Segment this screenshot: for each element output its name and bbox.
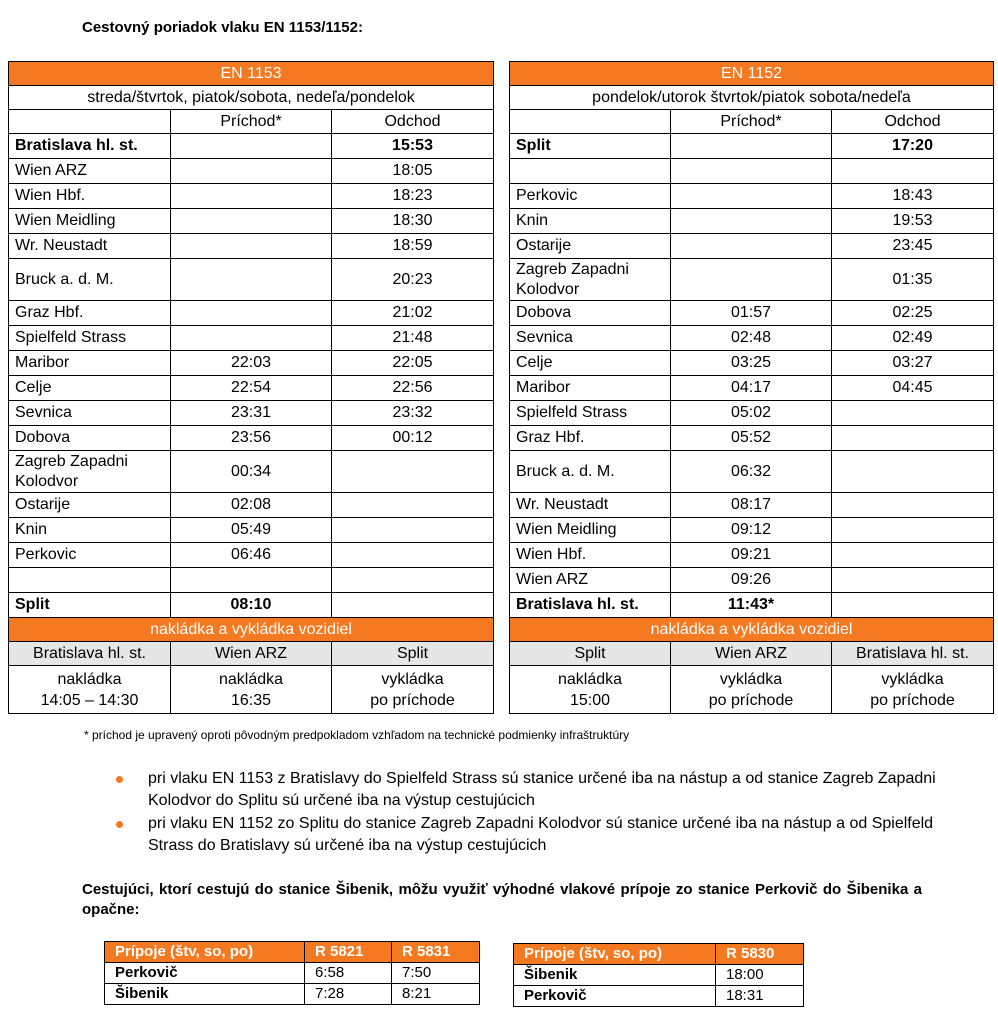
station-cell: Graz Hbf. bbox=[9, 301, 171, 326]
timetable-en1152 bbox=[509, 61, 994, 714]
arrival-cell bbox=[671, 209, 832, 234]
arrival-cell bbox=[171, 184, 332, 209]
time-cell: 6:58 bbox=[305, 963, 392, 984]
departure-cell bbox=[332, 518, 494, 543]
column-header-row bbox=[9, 110, 494, 134]
station-cell bbox=[510, 159, 671, 184]
departure-cell bbox=[332, 593, 494, 618]
arrival-cell bbox=[171, 209, 332, 234]
loading-time bbox=[832, 666, 994, 714]
station-cell: Bratislava hl. st. bbox=[510, 593, 671, 618]
table-row bbox=[105, 963, 480, 984]
station-cell: Celje bbox=[9, 376, 171, 401]
departure-cell: 21:02 bbox=[332, 301, 494, 326]
departure-cell: 02:25 bbox=[832, 301, 994, 326]
departure-cell bbox=[832, 451, 994, 493]
station-cell: Wien Hbf. bbox=[9, 184, 171, 209]
train-number: EN 1153 bbox=[9, 62, 494, 86]
column-header: R 5821 bbox=[305, 942, 392, 963]
loading-action: vykládka bbox=[381, 670, 444, 688]
station-cell: Graz Hbf. bbox=[510, 426, 671, 451]
list-item bbox=[110, 813, 950, 857]
station-cell: Perkovic bbox=[9, 543, 171, 568]
departure-cell: 17:20 bbox=[832, 134, 994, 159]
departure-cell: 19:53 bbox=[832, 209, 994, 234]
loading-time bbox=[171, 666, 332, 714]
station-cell: Celje bbox=[510, 351, 671, 376]
connections-table-sibenik-perkovic bbox=[513, 943, 804, 1007]
column-header: Prípoje (štv, so, po) bbox=[105, 942, 305, 963]
arrival-cell bbox=[671, 159, 832, 184]
connections-paragraph: Cestujúci, ktorí cestujú do stanice Šibenik, môžu využiť výhodné vlakové prípoje zo stanice Perkovič do Šibenika a opačne: bbox=[82, 881, 922, 918]
departure-cell bbox=[332, 543, 494, 568]
train-number: EN 1152 bbox=[510, 62, 994, 86]
loading-stations-row bbox=[9, 642, 494, 666]
time-cell: 7:50 bbox=[392, 963, 480, 984]
table-row bbox=[9, 426, 494, 451]
departure-cell: 18:43 bbox=[832, 184, 994, 209]
arrival-cell: 22:03 bbox=[171, 351, 332, 376]
departure-cell bbox=[332, 493, 494, 518]
loading-action: vykládka bbox=[881, 670, 944, 688]
departure-cell: 18:05 bbox=[332, 159, 494, 184]
loading-when: 16:35 bbox=[230, 691, 272, 709]
loading-header: nakládka a vykládka vozidiel bbox=[9, 618, 494, 642]
arrival-cell bbox=[671, 134, 832, 159]
table-row bbox=[9, 568, 494, 593]
page-title: Cestovný poriadok vlaku EN 1153/1152: bbox=[82, 19, 363, 36]
table-row bbox=[510, 351, 994, 376]
arrival-cell: 00:34 bbox=[171, 451, 332, 493]
table-row bbox=[105, 984, 480, 1005]
notes-list bbox=[110, 768, 950, 858]
loading-action: vykládka bbox=[719, 670, 783, 688]
note-text: pri vlaku EN 1153 z Bratislavy do Spielfeld Strass sú stanice určené iba na nástup a od stanice Zagreb Zapadni Kolodvor do Splitu sú určené iba na výstup cestujúcich bbox=[148, 770, 936, 809]
station-cell: Ostarije bbox=[9, 493, 171, 518]
table-row bbox=[510, 376, 994, 401]
bullet-icon bbox=[116, 776, 123, 783]
station-cell: Bruck a. d. M. bbox=[510, 451, 671, 493]
departure-cell bbox=[332, 568, 494, 593]
arrival-cell: 05:02 bbox=[671, 401, 832, 426]
column-header-departure: Odchod bbox=[832, 110, 994, 134]
loading-time bbox=[9, 666, 171, 714]
table-row bbox=[510, 518, 994, 543]
arrival-cell: 04:17 bbox=[671, 376, 832, 401]
column-header: R 5830 bbox=[716, 944, 804, 965]
arrival-cell: 09:26 bbox=[671, 568, 832, 593]
time-cell: 18:00 bbox=[716, 965, 804, 986]
table-row bbox=[9, 351, 494, 376]
table-row bbox=[9, 376, 494, 401]
loading-when: 15:00 bbox=[569, 691, 611, 709]
table-row bbox=[510, 209, 994, 234]
station-cell: Zagreb Zapadni Kolodvor bbox=[9, 451, 171, 493]
station-cell: Wr. Neustadt bbox=[510, 493, 671, 518]
station-cell: Wien Meidling bbox=[9, 209, 171, 234]
table-row bbox=[510, 301, 994, 326]
table-row bbox=[510, 543, 994, 568]
loading-times-row bbox=[510, 666, 994, 714]
station-cell: Sevnica bbox=[9, 401, 171, 426]
station-cell: Split bbox=[510, 134, 671, 159]
departure-cell bbox=[832, 593, 994, 618]
arrival-cell bbox=[171, 259, 332, 301]
time-cell: 8:21 bbox=[392, 984, 480, 1005]
arrival-cell bbox=[171, 134, 332, 159]
column-header-arrival: Príchod* bbox=[671, 110, 832, 134]
station-cell: Zagreb Zapadni Kolodvor bbox=[510, 259, 671, 301]
table-row bbox=[510, 259, 994, 301]
table-row bbox=[9, 401, 494, 426]
departure-cell bbox=[332, 451, 494, 493]
table-row bbox=[9, 184, 494, 209]
station-cell: Dobova bbox=[9, 426, 171, 451]
station-cell: Wien Meidling bbox=[510, 518, 671, 543]
station-cell: Perkovič bbox=[105, 963, 305, 984]
arrival-cell bbox=[671, 234, 832, 259]
arrival-cell bbox=[171, 301, 332, 326]
station-cell: Perkovic bbox=[510, 184, 671, 209]
loading-time bbox=[671, 666, 832, 714]
departure-cell bbox=[832, 401, 994, 426]
loading-when: po príchode bbox=[708, 691, 794, 709]
departure-cell bbox=[832, 426, 994, 451]
table-row bbox=[514, 986, 804, 1007]
arrival-cell: 11:43* bbox=[671, 593, 832, 618]
departure-cell: 02:49 bbox=[832, 326, 994, 351]
station-cell: Wien Hbf. bbox=[510, 543, 671, 568]
days-row bbox=[9, 86, 494, 110]
arrival-cell bbox=[171, 234, 332, 259]
arrival-cell: 02:08 bbox=[171, 493, 332, 518]
station-cell: Šibenik bbox=[514, 965, 716, 986]
table-row bbox=[510, 593, 994, 618]
arrival-cell: 09:21 bbox=[671, 543, 832, 568]
table-row bbox=[9, 301, 494, 326]
table-row bbox=[510, 426, 994, 451]
departure-cell: 21:48 bbox=[332, 326, 494, 351]
table-row bbox=[9, 326, 494, 351]
table-row bbox=[510, 184, 994, 209]
column-header-station bbox=[510, 110, 671, 134]
column-header-row bbox=[510, 110, 994, 134]
departure-cell: 22:56 bbox=[332, 376, 494, 401]
column-header-station bbox=[9, 110, 171, 134]
departure-cell: 01:35 bbox=[832, 259, 994, 301]
departure-cell: 22:05 bbox=[332, 351, 494, 376]
loading-header-row bbox=[510, 618, 994, 642]
arrival-cell: 08:17 bbox=[671, 493, 832, 518]
arrival-cell bbox=[671, 184, 832, 209]
connections-table-perkovic-sibenik bbox=[104, 941, 480, 1005]
train-header-row bbox=[510, 62, 994, 86]
column-header-departure: Odchod bbox=[332, 110, 494, 134]
departure-cell: 20:23 bbox=[332, 259, 494, 301]
arrival-cell bbox=[171, 568, 332, 593]
station-cell: Sevnica bbox=[510, 326, 671, 351]
arrival-cell: 22:54 bbox=[171, 376, 332, 401]
loading-header: nakládka a vykládka vozidiel bbox=[510, 618, 994, 642]
departure-cell: 00:12 bbox=[332, 426, 494, 451]
table-header-row bbox=[514, 944, 804, 965]
station-cell: Dobova bbox=[510, 301, 671, 326]
column-header-arrival: Príchod* bbox=[171, 110, 332, 134]
train-header-row bbox=[9, 62, 494, 86]
arrival-cell: 23:56 bbox=[171, 426, 332, 451]
loading-stations-row bbox=[510, 642, 994, 666]
table-row bbox=[9, 593, 494, 618]
arrival-cell: 09:12 bbox=[671, 518, 832, 543]
station-cell: Bratislava hl. st. bbox=[9, 134, 171, 159]
departure-cell: 18:30 bbox=[332, 209, 494, 234]
table-row bbox=[510, 326, 994, 351]
departure-cell: 18:59 bbox=[332, 234, 494, 259]
loading-action: nakládka bbox=[57, 670, 122, 688]
arrival-cell bbox=[171, 159, 332, 184]
departure-cell bbox=[832, 543, 994, 568]
list-item bbox=[110, 768, 950, 812]
days-of-operation: pondelok/utorok štvrtok/piatok sobota/nedeľa bbox=[510, 86, 994, 110]
table-header-row bbox=[105, 942, 480, 963]
station-cell: Wien ARZ bbox=[9, 159, 171, 184]
table-row bbox=[510, 234, 994, 259]
time-cell: 18:31 bbox=[716, 986, 804, 1007]
column-header: R 5831 bbox=[392, 942, 480, 963]
arrival-cell: 06:32 bbox=[671, 451, 832, 493]
departure-cell bbox=[832, 518, 994, 543]
timetable-en1153 bbox=[8, 61, 494, 714]
arrival-cell: 05:52 bbox=[671, 426, 832, 451]
footnote: * príchod je upravený oproti pôvodným predpokladom vzhľadom na technické podmienky infraštruktúry bbox=[84, 728, 630, 742]
station-cell: Split bbox=[9, 593, 171, 618]
table-row bbox=[510, 493, 994, 518]
loading-times-row bbox=[9, 666, 494, 714]
departure-cell: 23:32 bbox=[332, 401, 494, 426]
station-cell: Perkovič bbox=[514, 986, 716, 1007]
departure-cell bbox=[832, 159, 994, 184]
departure-cell: 03:27 bbox=[832, 351, 994, 376]
loading-station: Bratislava hl. st. bbox=[832, 642, 994, 666]
station-cell bbox=[9, 568, 171, 593]
table-row bbox=[9, 134, 494, 159]
station-cell: Knin bbox=[9, 518, 171, 543]
station-cell: Wien ARZ bbox=[510, 568, 671, 593]
time-cell: 7:28 bbox=[305, 984, 392, 1005]
loading-station: Wien ARZ bbox=[171, 642, 332, 666]
loading-time bbox=[332, 666, 494, 714]
table-row bbox=[510, 134, 994, 159]
loading-station: Wien ARZ bbox=[671, 642, 832, 666]
loading-when: 14:05 – 14:30 bbox=[40, 691, 139, 709]
departure-cell: 04:45 bbox=[832, 376, 994, 401]
station-cell: Maribor bbox=[510, 376, 671, 401]
arrival-cell: 05:49 bbox=[171, 518, 332, 543]
arrival-cell: 01:57 bbox=[671, 301, 832, 326]
table-row bbox=[9, 518, 494, 543]
arrival-cell bbox=[671, 259, 832, 301]
table-row bbox=[9, 234, 494, 259]
station-cell: Šibenik bbox=[105, 984, 305, 1005]
loading-action: nakládka bbox=[218, 670, 284, 688]
days-row bbox=[510, 86, 994, 110]
departure-cell bbox=[832, 568, 994, 593]
days-of-operation: streda/štvrtok, piatok/sobota, nedeľa/pondelok bbox=[9, 86, 494, 110]
arrival-cell: 02:48 bbox=[671, 326, 832, 351]
table-row bbox=[510, 568, 994, 593]
departure-cell: 18:23 bbox=[332, 184, 494, 209]
station-cell: Knin bbox=[510, 209, 671, 234]
departure-cell: 15:53 bbox=[332, 134, 494, 159]
loading-station: Split bbox=[332, 642, 494, 666]
station-cell: Wr. Neustadt bbox=[9, 234, 171, 259]
station-cell: Maribor bbox=[9, 351, 171, 376]
column-header: Prípoje (štv, so, po) bbox=[514, 944, 716, 965]
station-cell: Spielfeld Strass bbox=[9, 326, 171, 351]
table-row bbox=[9, 209, 494, 234]
table-row bbox=[514, 965, 804, 986]
table-row bbox=[510, 401, 994, 426]
departure-cell: 23:45 bbox=[832, 234, 994, 259]
departure-cell bbox=[832, 493, 994, 518]
loading-station: Bratislava hl. st. bbox=[9, 642, 171, 666]
table-row bbox=[9, 543, 494, 568]
arrival-cell: 08:10 bbox=[171, 593, 332, 618]
bullet-icon bbox=[116, 821, 123, 828]
loading-when: po príchode bbox=[370, 691, 455, 709]
station-cell: Bruck a. d. M. bbox=[9, 259, 171, 301]
table-row bbox=[9, 493, 494, 518]
loading-station: Split bbox=[510, 642, 671, 666]
table-row bbox=[9, 259, 494, 301]
loading-header-row bbox=[9, 618, 494, 642]
table-row bbox=[9, 451, 494, 493]
arrival-cell: 23:31 bbox=[171, 401, 332, 426]
table-row bbox=[9, 159, 494, 184]
loading-action: nakládka bbox=[557, 670, 623, 688]
table-row bbox=[510, 451, 994, 493]
arrival-cell bbox=[171, 326, 332, 351]
arrival-cell: 06:46 bbox=[171, 543, 332, 568]
table-row bbox=[510, 159, 994, 184]
station-cell: Spielfeld Strass bbox=[510, 401, 671, 426]
station-cell: Ostarije bbox=[510, 234, 671, 259]
note-text: pri vlaku EN 1152 zo Splitu do stanice Zagreb Zapadni Kolodvor sú stanice určené iba na nástup a od Spielfeld Strass do Bratislavy sú určené iba na výstup cestujúcich bbox=[148, 815, 934, 854]
loading-time bbox=[510, 666, 671, 714]
loading-when: po príchode bbox=[870, 691, 955, 709]
arrival-cell: 03:25 bbox=[671, 351, 832, 376]
